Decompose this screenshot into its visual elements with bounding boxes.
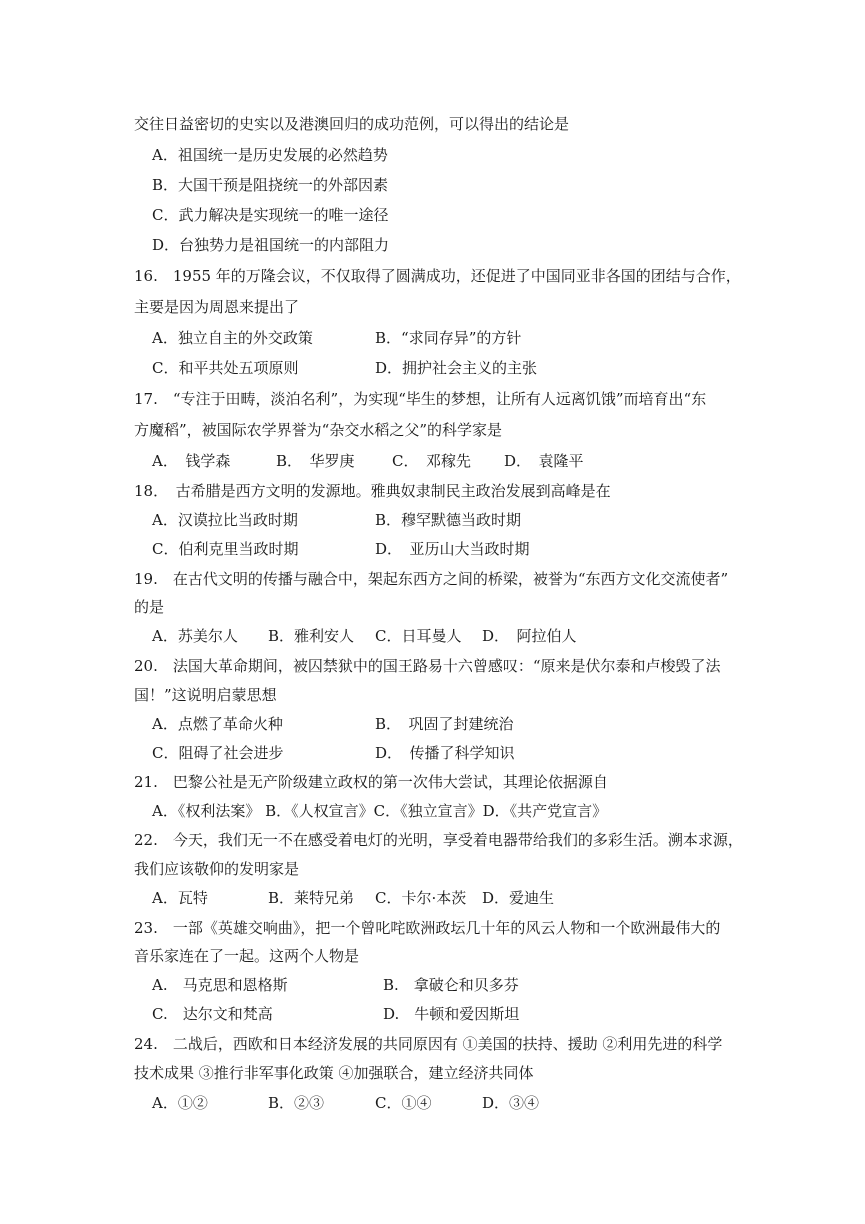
q16-stem-line1: 16. 1955 年的万隆会议，不仅取得了圆满成功，还促进了中国同亚非各国的团结与合作，: [134, 267, 741, 285]
q17-stem-line1: 17. “专注于田畴，淡泊名利”，为实现“毕生的梦想，让所有人远离饥饿”而培育出“东: [134, 390, 707, 408]
q22-stem-line2: 我们应该敬仰的发明家是: [134, 860, 300, 878]
q20-option-c: C．阻碍了社会进步: [152, 744, 284, 762]
q19-stem-line1: 19. 在古代文明的传播与融合中，架起东西方之间的桥梁，被誉为“东西方文化交流使者”: [134, 570, 729, 588]
q15-option-b: B．大国干预是阻挠统一的外部因素: [152, 176, 389, 194]
q15-option-c: C．武力解决是实现统一的唯一途径: [152, 206, 389, 224]
q24-stem-line1: 24. 二战后，西欧和日本经济发展的共同原因有 ①美国的扶持、援助 ②利用先进的科学: [134, 1035, 723, 1053]
q23-option-a: A. 马克思和恩格斯: [152, 976, 288, 994]
q16-stem-line2: 主要是因为周恩来提出了: [134, 298, 300, 316]
q19-option-a: A．苏美尔人: [152, 627, 238, 645]
q16-option-c: C．和平共处五项原则: [152, 359, 299, 377]
q22-option-c: C．卡尔·本茨: [375, 889, 467, 907]
q18-option-b: B．穆罕默德当政时期: [375, 511, 522, 529]
q19-option-b: B．雅利安人: [268, 627, 355, 645]
q24-option-a: A．①②: [152, 1094, 208, 1112]
q24-stem-line2: 技术成果 ③推行非军事化政策 ④加强联合，建立经济共同体: [134, 1064, 534, 1082]
q21-options: A．《权利法案》 B．《人权宣言》C．《独立宣言》D．《共产党宣言》: [152, 802, 608, 820]
q22-stem-line1: 22. 今天，我们无一不在感受着电灯的光明，享受着电器带给我们的多彩生活。溯本求源，: [134, 831, 743, 849]
q24-option-b: B．②③: [268, 1094, 325, 1112]
q22-option-a: A．瓦特: [152, 889, 208, 907]
q19-option-d: D． 阿拉伯人: [482, 627, 577, 645]
q15-option-d: D．台独势力是祖国统一的内部阻力: [152, 236, 390, 254]
q22-option-b: B．莱特兄弟: [268, 889, 355, 907]
q18-option-d: D． 亚历山大当政时期: [375, 540, 530, 558]
q18-option-a: A．汉谟拉比当政时期: [152, 511, 298, 529]
q23-stem-line1: 23. 一部《英雄交响曲》，把一个曾叱咤欧洲政坛几十年的风云人物和一个欧洲最伟大的: [134, 919, 721, 937]
q17-option-d: D． 袁隆平: [504, 452, 584, 470]
q18-stem-line1: 18． 古希腊是西方文明的发源地。雅典奴隶制民主政治发展到高峰是在: [134, 482, 611, 500]
q20-stem-line1: 20. 法国大革命期间，被囚禁狱中的国王路易十六曾感叹：“原来是伏尔泰和卢梭毁了法: [134, 657, 721, 675]
q16-option-d: D．拥护社会主义的主张: [375, 359, 538, 377]
q21-stem-line1: 21. 巴黎公社是无产阶级建立政权的第一次伟大尝试，其理论依据源自: [134, 773, 608, 791]
q24-option-d: D．③④: [482, 1094, 540, 1112]
q24-option-c: C．①④: [375, 1094, 432, 1112]
q18-option-c: C．伯利克里当政时期: [152, 540, 299, 558]
q16-option-b: B．“求同存异”的方针: [375, 329, 522, 347]
q20-stem-line2: 国！”这说明启蒙思想: [134, 686, 277, 704]
q17-option-b: B． 华罗庚: [276, 452, 355, 470]
q20-option-a: A．点燃了革命火种: [152, 715, 283, 733]
q17-stem-line2: 方魔稻”，被国际农学界誉为“杂交水稻之父”的科学家是: [134, 421, 503, 439]
q23-option-b: B. 拿破仑和贝多芬: [383, 976, 519, 994]
q19-option-c: C．日耳曼人: [375, 627, 462, 645]
q23-stem-line2: 音乐家连在了一起。这两个人物是: [134, 947, 360, 965]
q20-option-b: B． 巩固了封建统治: [375, 715, 514, 733]
q23-option-d: D. 牛顿和爱因斯坦: [383, 1005, 520, 1023]
q15-stem-continued: 交往日益密切的史实以及港澳回归的成功范例，可以得出的结论是: [134, 115, 570, 133]
q16-option-a: A．独立自主的外交政策: [152, 329, 313, 347]
q17-option-c: C． 邓稼先: [392, 452, 471, 470]
q20-option-d: D． 传播了科学知识: [375, 744, 515, 762]
q15-option-a: A．祖国统一是历史发展的必然趋势: [152, 146, 388, 164]
q19-stem-line2: 的是: [134, 598, 165, 616]
q17-option-a: A． 钱学森: [152, 452, 231, 470]
q22-option-d: D．爱迪生: [482, 889, 555, 907]
q23-option-c: C. 达尔文和梵高: [152, 1005, 273, 1023]
